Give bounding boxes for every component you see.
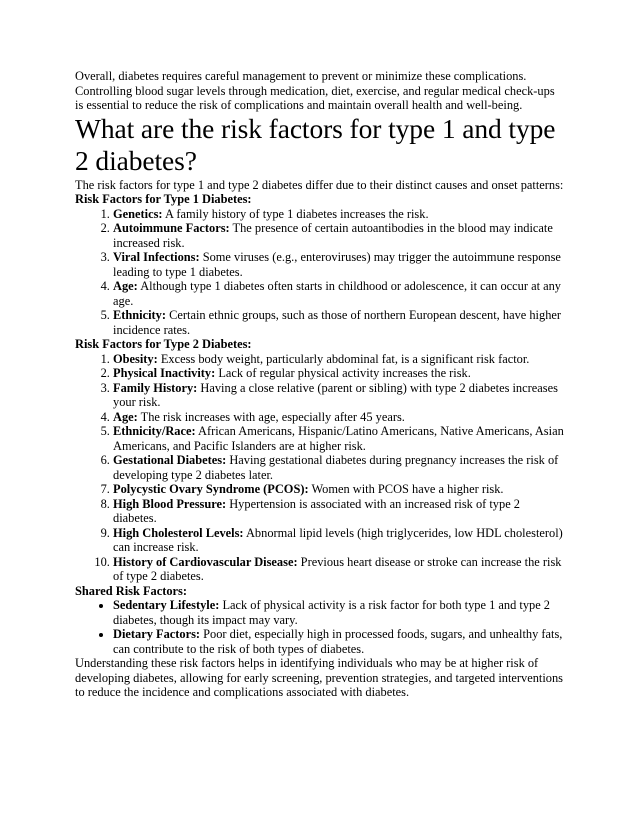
list-item-text: A family history of type 1 diabetes increases the risk. xyxy=(162,206,429,221)
list-item-term: Dietary Factors: xyxy=(113,627,201,641)
list-item-term: Genetics: xyxy=(113,206,163,221)
list-item-term: Viral Infections: xyxy=(113,250,200,264)
list-item xyxy=(113,381,565,410)
list-item-text: Lack of physical activity is a risk factor for both type 1 and type 2 diabetes, though its impact may vary. xyxy=(113,598,551,627)
list-item xyxy=(113,482,565,497)
list-item xyxy=(113,424,565,453)
list-item-term: Age: xyxy=(113,409,138,424)
list-item-text: Poor diet, especially high in processed foods, sugars, and unhealthy fats, can contribute to the risk of both types of diabetes. xyxy=(113,627,563,656)
list-item-term: Obesity: xyxy=(113,351,158,366)
list-item-term: Ethnicity: xyxy=(113,308,167,322)
list-item-term: Physical Inactivity: xyxy=(113,366,216,380)
list-item-text: Excess body weight, particularly abdominal fat, is a significant risk factor. xyxy=(157,351,530,366)
type2-section-title: Risk Factors for Type 2 Diabetes: xyxy=(75,337,252,351)
type1-section-title: Risk Factors for Type 1 Diabetes: xyxy=(75,192,252,206)
list-item xyxy=(113,497,565,526)
list-item xyxy=(113,250,565,279)
list-item-term: Polycystic Ovary Syndrome (PCOS): xyxy=(113,482,309,496)
list-item-term: History of Cardiovascular Disease: xyxy=(113,554,298,569)
page-heading: What are the risk factors for type 1 and type 2 diabetes? xyxy=(75,112,556,176)
list-item-text: Certain ethnic groups, such as those of northern European descent, have higher incidence rates. xyxy=(113,308,562,337)
list-item-term: Gestational Diabetes: xyxy=(113,453,227,467)
list-item xyxy=(113,221,565,250)
shared-risk-list xyxy=(75,598,565,656)
list-item-text: Having gestational diabetes during pregnancy increases the risk of developing type 2 diabetes later. xyxy=(113,453,559,482)
list-item-text: The presence of certain autoantibodies in the blood may indicate increased risk. xyxy=(113,221,553,250)
list-item-text: The risk increases with age, especially after 45 years. xyxy=(137,409,405,424)
list-item-text: Having a close relative (parent or sibling) with type 2 diabetes increases your risk. xyxy=(113,380,558,409)
list-item xyxy=(113,410,565,425)
list-item-text: Women with PCOS have a higher risk. xyxy=(308,482,504,496)
list-item-text: Previous heart disease or stroke can increase the risk of type 2 diabetes. xyxy=(113,554,562,583)
list-item xyxy=(113,366,565,381)
lead-paragraph: The risk factors for type 1 and type 2 diabetes differ due to their distinct causes and onset patterns: xyxy=(75,177,564,192)
shared-section-title: Shared Risk Factors: xyxy=(75,583,187,598)
list-item xyxy=(113,279,565,308)
list-item-text: Hypertension is associated with an increased risk of type 2 diabetes. xyxy=(113,496,520,525)
list-item xyxy=(113,555,565,584)
list-item-text: Although type 1 diabetes often starts in childhood or adolescence, it can occur at any age. xyxy=(113,279,561,308)
list-item-text: Lack of regular physical activity increases the risk. xyxy=(215,366,471,380)
type1-risk-list xyxy=(75,207,565,338)
list-item xyxy=(113,627,565,656)
type2-risk-list xyxy=(75,352,565,584)
list-item-term: Autoimmune Factors: xyxy=(113,221,230,235)
list-item xyxy=(113,526,565,555)
list-item xyxy=(113,308,565,337)
list-item-text: Abnormal lipid levels (high triglycerides, low HDL cholesterol) can increase risk. xyxy=(113,525,563,554)
list-item-term: Family History: xyxy=(113,380,198,395)
list-item-term: High Blood Pressure: xyxy=(113,496,227,511)
closing-paragraph: Understanding these risk factors helps in identifying individuals who may be at higher risk of developing diabetes, allowing for early screening, prevention strategies, and targeted interventions to reduce the incidence and complications associated with diabetes. xyxy=(75,656,564,699)
list-item-text: African Americans, Hispanic/Latino Americans, Native Americans, Asian Americans, and Pacific Islanders are at higher risk. xyxy=(113,424,564,453)
document-page xyxy=(75,69,565,700)
list-item xyxy=(113,453,565,482)
list-item-term: Sedentary Lifestyle: xyxy=(113,598,220,612)
list-item xyxy=(113,352,565,367)
list-item-term: Ethnicity/Race: xyxy=(113,424,196,438)
list-item xyxy=(113,598,565,627)
list-item-text: Some viruses (e.g., enteroviruses) may trigger the autoimmune response leading to type 1 diabetes. xyxy=(113,250,561,279)
list-item-term: Age: xyxy=(113,279,138,293)
list-item-term: High Cholesterol Levels: xyxy=(113,525,244,540)
intro-paragraph: Overall, diabetes requires careful management to prevent or minimize these complications. Controlling blood sugar levels through medication, diet, exercise, and regular medical check-ups is essential to reduce the risk of complications and maintain overall health and well-being. xyxy=(75,69,555,112)
list-item xyxy=(113,207,565,222)
